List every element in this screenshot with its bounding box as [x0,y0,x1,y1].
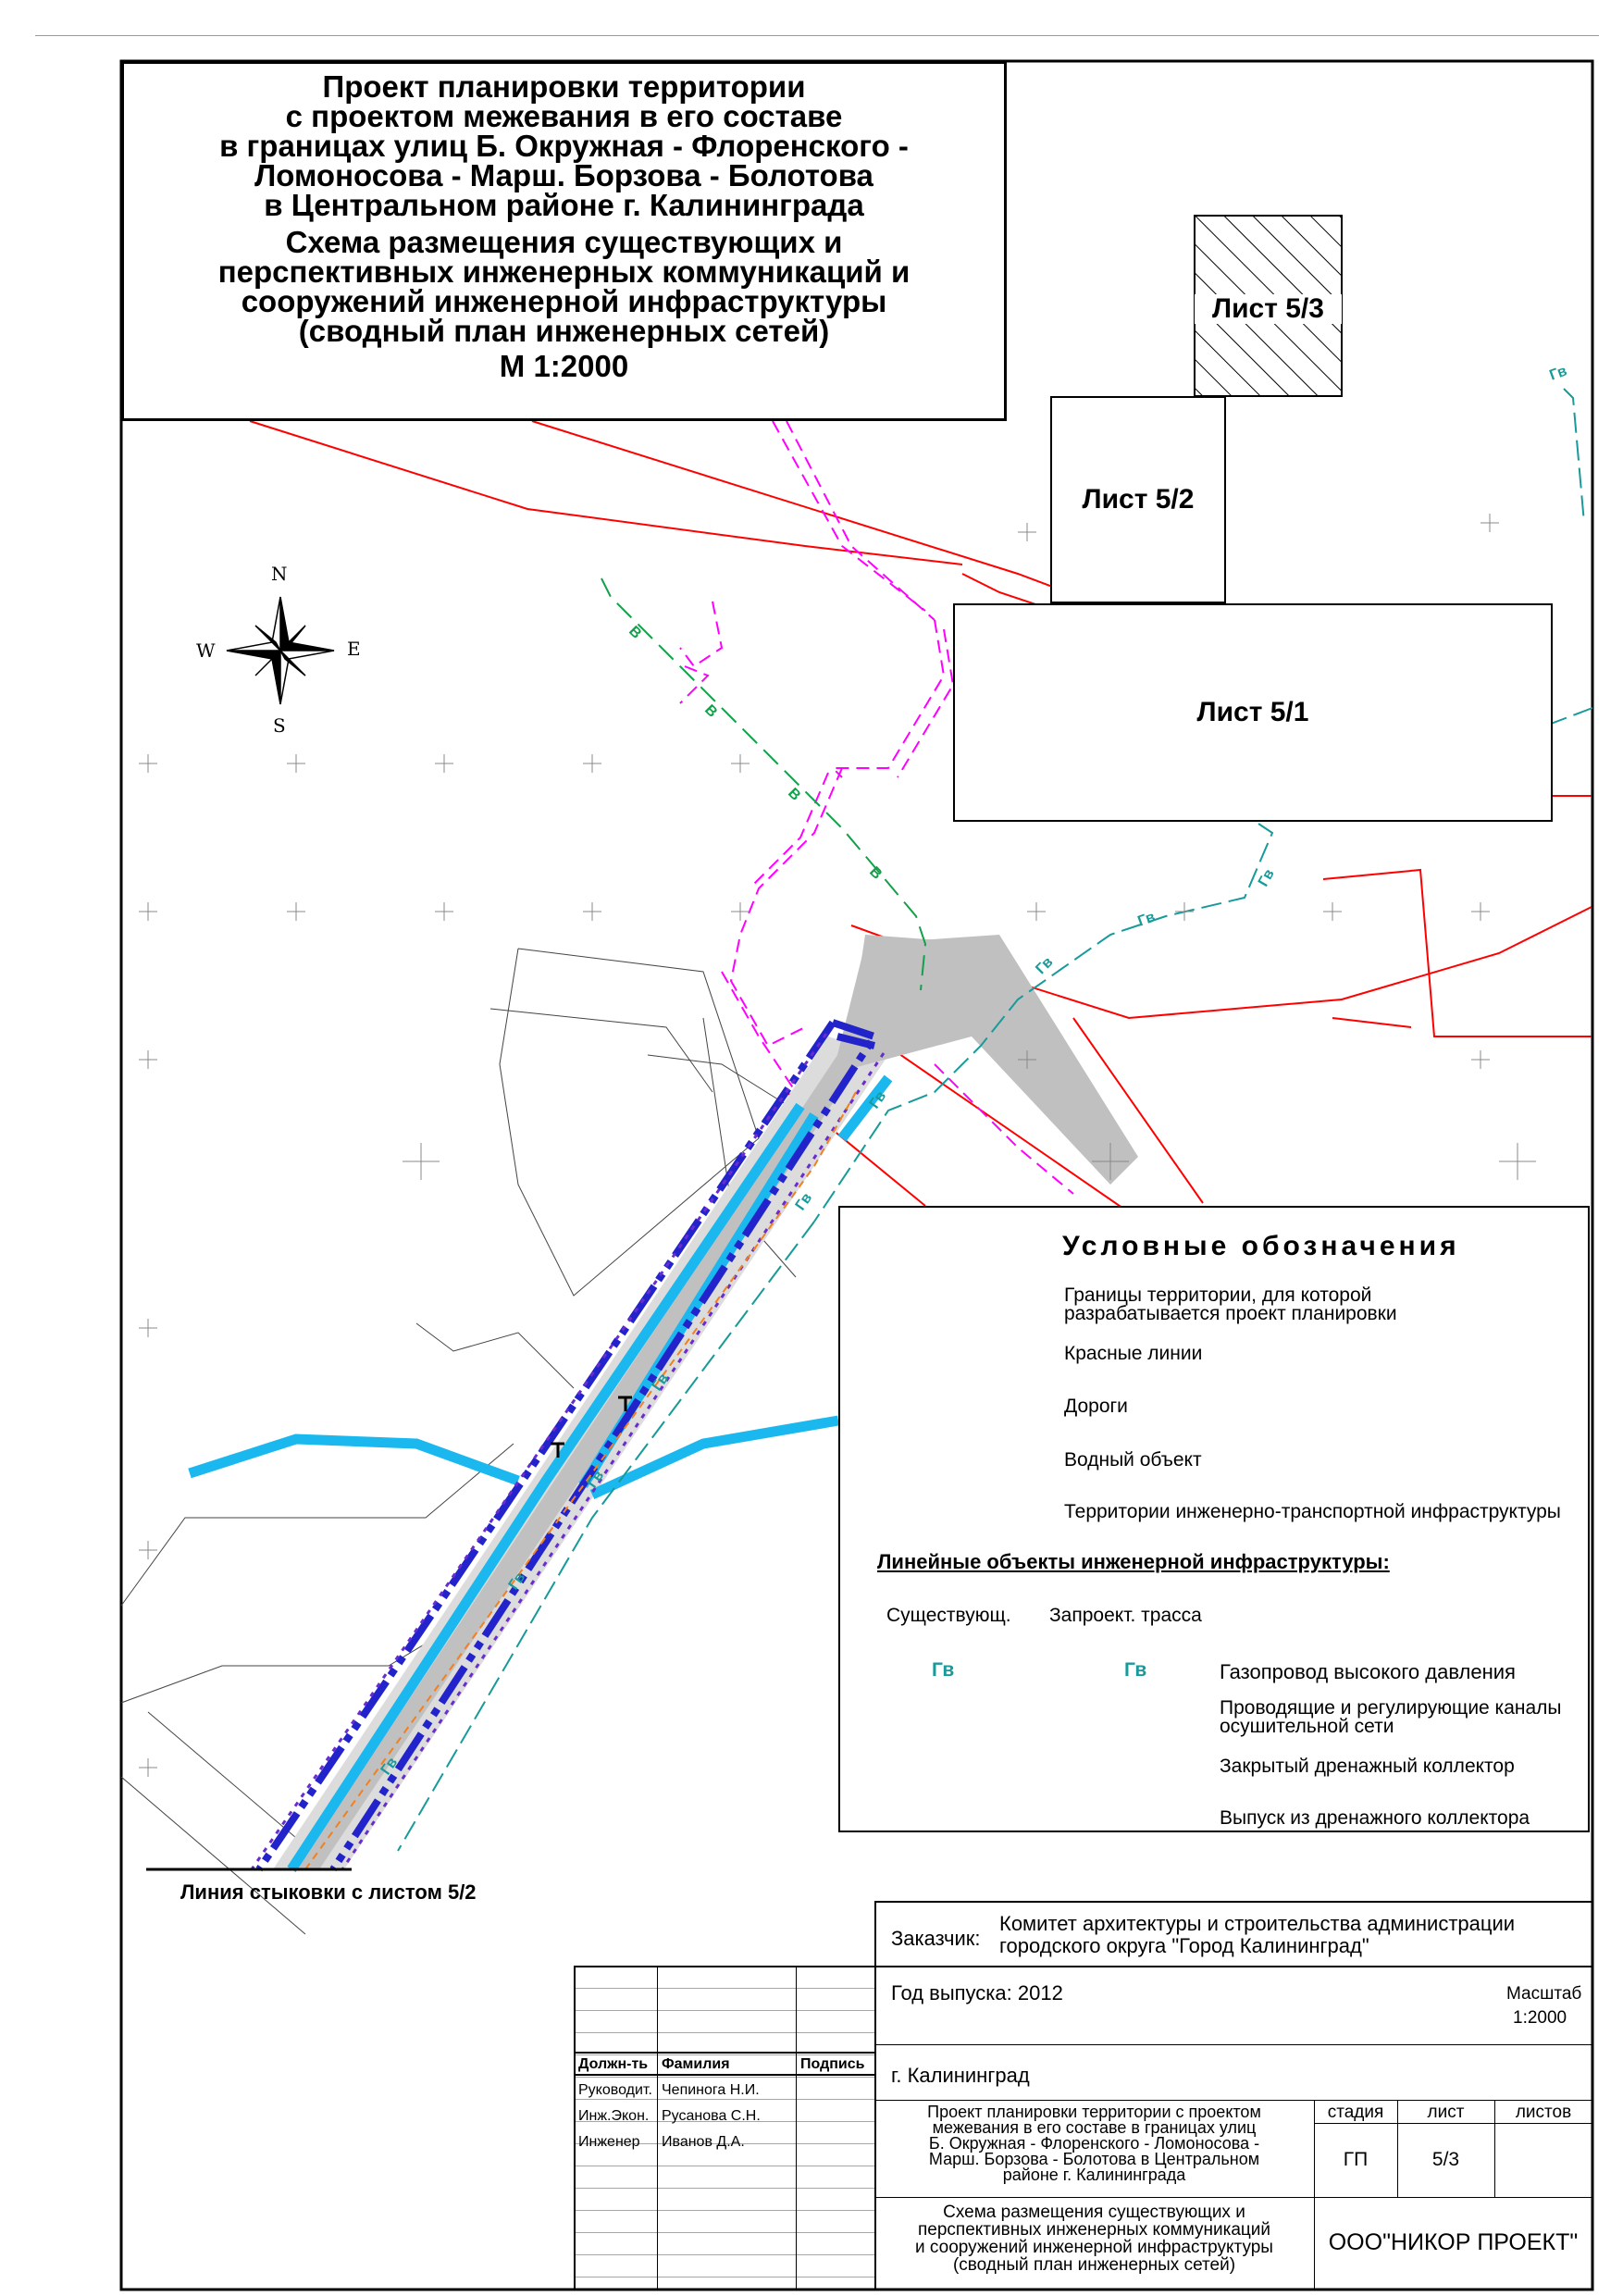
stamp-divider [574,2052,874,2054]
staff-header: Подпись [800,2056,865,2072]
compass-rose [227,597,334,704]
gas-label: Гв [584,1468,608,1492]
staff-name: Русанова С.Н. [662,2108,761,2124]
gas-label: Гв [1135,909,1158,930]
compass-n-label: N [271,563,288,585]
title-line: перспективных инженерных коммуникаций и [217,254,911,289]
company-name: ООО"НИКОР ПРОЕКТ" [1328,2229,1579,2255]
gas-label: Гв [1033,954,1057,978]
legend-item-label: разрабатывается проект планировки [1064,1303,1397,1324]
stage-header: стадия [1327,2103,1384,2122]
gas-label: Гв [505,1570,529,1594]
compass-s-label: S [273,714,286,737]
project-line: межевания в его составе в границах улиц [932,2118,1257,2137]
legend-line-label: Проводящие и регулирующие каналы [1220,1697,1562,1719]
title-line: (сводный план инженерных сетей) [298,314,830,348]
project-line: Марш. Борзова - Болотова в Центральном [928,2150,1260,2168]
gas-label: Гв [1255,866,1278,890]
legend-gas-tag: Гв [1121,1660,1149,1680]
gas-label: Гв [649,1371,673,1395]
project-line: Б. Окружная - Флоренского - Ломоносова - [928,2134,1260,2153]
legend-item-label: Красные линии [1064,1343,1203,1364]
scheme-line: Схема размещения существующих и [943,2203,1245,2222]
sheet-header: лист [1427,2103,1465,2122]
title-line: Схема размещения существующих и [285,225,843,259]
title-line: сооружений инженерной инфраструктуры [241,284,887,318]
legend-item-label: Границы территории, для которой [1064,1285,1372,1306]
title-block [121,61,1007,421]
customer-line: городского округа "Город Калининград" [999,1934,1369,1957]
scheme-line: (сводный план инженерных сетей) [952,2255,1236,2275]
staff-name: Чепинога Н.И. [662,2082,760,2098]
water-label: В [626,623,645,642]
project-line: Проект планировки территории с проектом [927,2103,1261,2121]
legend-line-label: Газопровод высокого давления [1220,1660,1516,1683]
sheet-5-1-box [953,603,1553,822]
gas-label: Гв [866,1088,890,1112]
staff-position: Руководит. [578,2082,652,2098]
stamp-divider [874,2044,1592,2045]
legend-item-label: Территории инженерно-транспортной инфраструктуры [1064,1501,1561,1522]
sheet-5-1-label: Лист 5/1 [1196,697,1309,727]
water-label: В [785,785,804,804]
legend-box [838,1206,1590,1832]
sheet-5-3-label: Лист 5/3 [1195,294,1342,324]
gas-label: Гв [792,1190,816,1214]
scheme-line: и сооружений инженерной инфраструктуры [915,2238,1273,2257]
compass-e-label: E [347,638,361,660]
city-label: г. Калининград [891,2064,1030,2087]
stamp-divider [874,2197,1592,2198]
legend-line-label: осушительной сети [1220,1716,1394,1737]
stamp-divider [874,2100,1592,2101]
customer-label: Заказчик: [891,1927,981,1950]
title-line: с проектом межевания в его составе [285,99,843,133]
year-label: Год выпуска: 2012 [891,1981,1063,2004]
stamp-divider [874,1901,1592,1903]
parcel-lines [121,949,796,1934]
gas-label: Гв [378,1755,402,1779]
stamp-divider [874,1901,876,2290]
legend-item-label: Дороги [1064,1396,1128,1417]
scale-value: 1:2000 [1513,2008,1567,2028]
legend-col-planned: Запроект. трасса [1049,1605,1202,1626]
water-label: В [701,701,721,721]
staff-position: Инженер [578,2134,640,2150]
joint-line-label: Линия стыковки с листом 5/2 [180,1880,477,1904]
water-pipeline [601,578,925,990]
staff-position: Инж.Экон. [578,2108,650,2124]
customer-line: Комитет архитектуры и строительства администрации [999,1912,1516,1935]
stage-value: ГП [1343,2149,1369,2170]
legend-title: Условные обозначения [1062,1231,1460,1261]
stamp-grid [574,1966,874,2290]
sheet-value: 5/3 [1431,2149,1460,2170]
title-line: в Центральном районе г. Калининграда [264,188,864,222]
legend-gas-tag: Гв [929,1660,957,1680]
stamp-divider [1314,2123,1592,2124]
staff-header: Фамилия [662,2056,730,2072]
staff-name: Иванов Д.А. [662,2134,745,2150]
legend-line-label: Закрытый дренажный коллектор [1220,1756,1515,1777]
stamp-divider [796,1966,797,2290]
gas-label: Гв [1547,363,1569,384]
sheet-5-2-label: Лист 5/2 [1082,484,1195,515]
stamp-divider [1314,2100,1315,2290]
stamp-divider [574,2074,874,2076]
stamp-divider [657,1966,658,2290]
legend-line-label: Выпуск из дренажного коллектора [1220,1807,1530,1829]
title-line: Ломоносова - Марш. Борзова - Болотова [254,158,873,192]
title-line: в границах улиц Б. Окружная - Флоренского - [219,129,909,163]
title-line: Проект планировки территории [322,69,806,104]
sheet-5-2-box [1050,396,1226,603]
title-scale: М 1:2000 [499,349,629,383]
scale-label: Масштаб [1506,1984,1582,2004]
staff-header: Должн-ть [578,2056,649,2072]
water-label: В [866,863,886,883]
sheets-header: листов [1515,2103,1572,2122]
legend-col-existing: Существующ. [886,1605,1011,1626]
scheme-line: перспективных инженерных коммуникаций [917,2220,1271,2240]
stamp-block [574,1901,1592,2290]
legend-item-label: Водный объект [1064,1449,1202,1471]
compass-w-label: W [196,639,216,662]
project-line: районе г. Калининграда [1002,2166,1186,2184]
legend-linear-title: Линейные объекты инженерной инфраструктуры: [877,1550,1390,1573]
